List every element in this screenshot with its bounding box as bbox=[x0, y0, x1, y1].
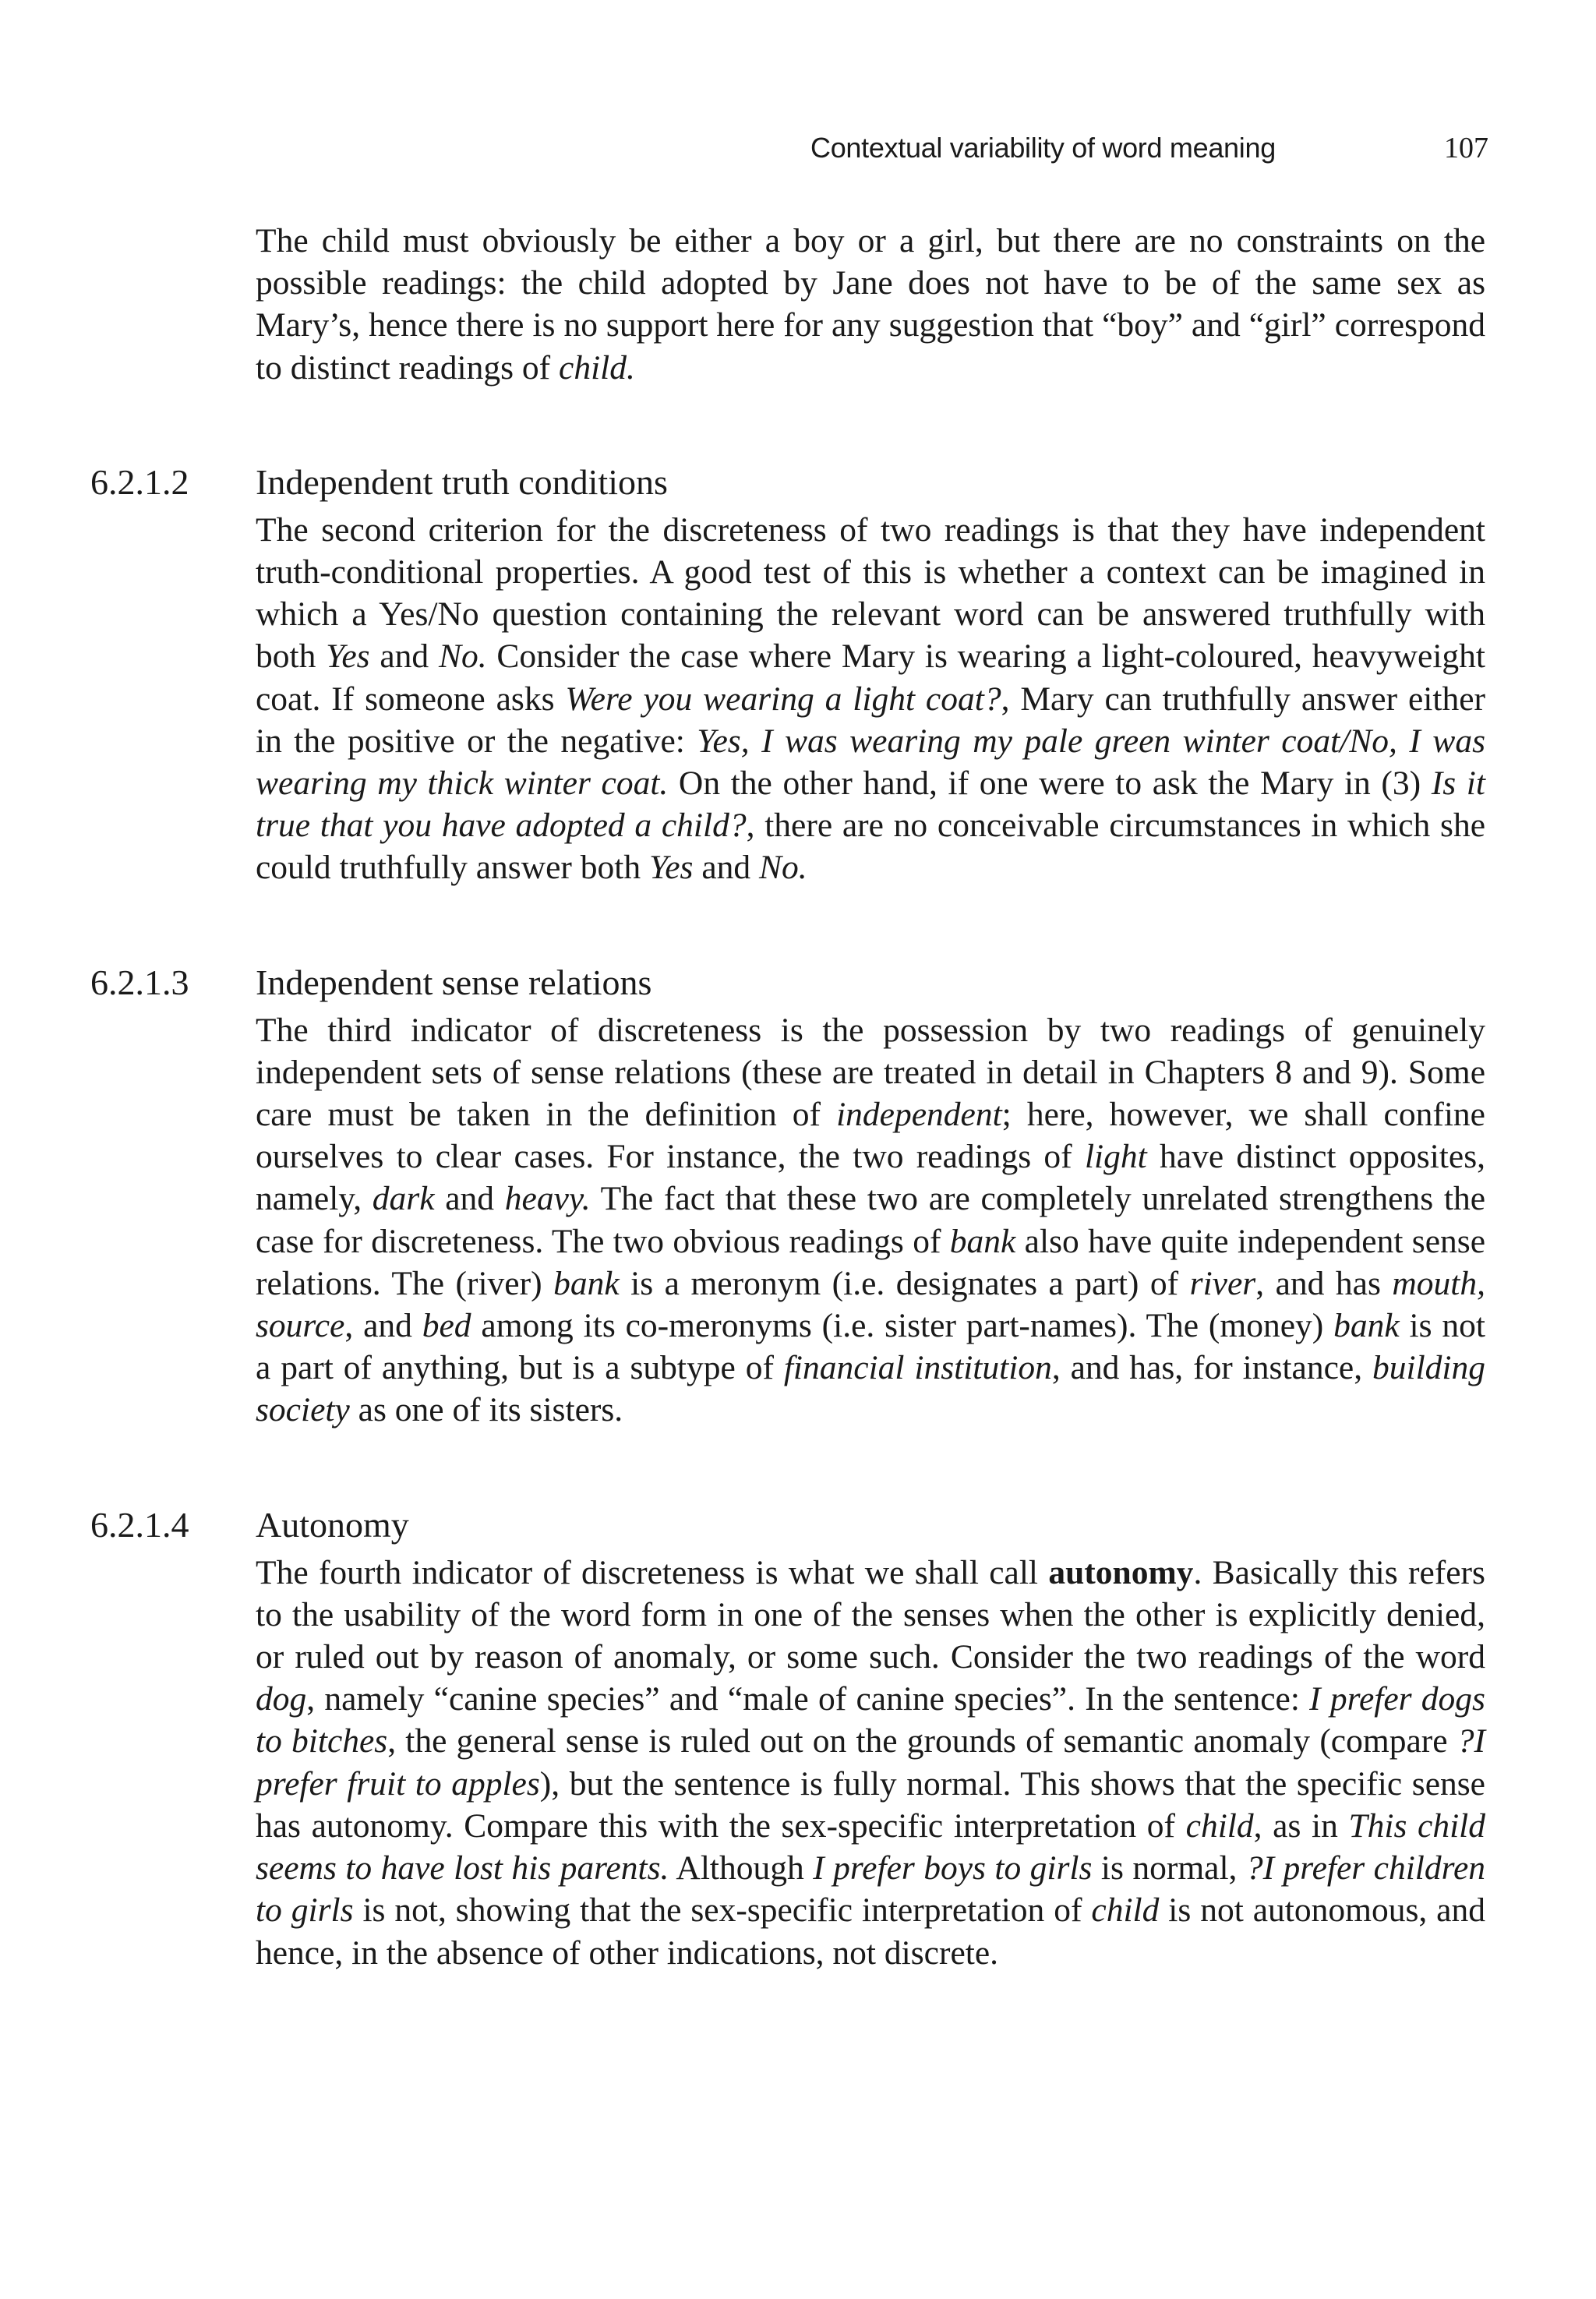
text-run: ), but the sentence is fully normal. This shows that the specific sense has autonomy. Compare this with the sex-specific interpretation of bbox=[256, 1764, 1485, 1845]
italic-text: Is it true that you have adopted a child? bbox=[256, 765, 1485, 845]
running-head bbox=[810, 131, 1488, 165]
text-run: Although bbox=[669, 1849, 814, 1888]
text-run: also have quite independent sense relations. The (river) bbox=[256, 1222, 1486, 1302]
text-run: , and bbox=[344, 1307, 422, 1345]
italic-text: bank bbox=[553, 1264, 620, 1302]
italic-text: heavy. bbox=[504, 1180, 591, 1218]
italic-text: independent bbox=[836, 1096, 1002, 1134]
italic-text: I prefer boys to girls bbox=[813, 1849, 1093, 1888]
section-title: Independent truth conditions bbox=[256, 461, 668, 502]
text-run: ; here, however, we shall confine ourselves to clear cases. For instance, the two readings of bbox=[256, 1096, 1485, 1176]
italic-text: bed bbox=[422, 1307, 471, 1345]
text-run: The fact that these two are completely unrelated strengthens the case for discreteness. The two obvious readings of bbox=[256, 1180, 1486, 1260]
italic-text: child bbox=[1091, 1891, 1160, 1930]
italic-text: No. bbox=[438, 637, 487, 676]
italic-text: dark bbox=[372, 1180, 435, 1218]
text-run: Consider the case where Mary is wearing a light-coloured, heavyweight coat. If someone asks bbox=[256, 637, 1485, 718]
italic-text: ?I prefer fruit to apples bbox=[256, 1722, 1485, 1803]
intro-paragraph bbox=[256, 220, 1485, 389]
section-truth-conditions bbox=[90, 461, 1486, 889]
italic-text: bank bbox=[1333, 1307, 1400, 1345]
italic-text: child bbox=[1185, 1806, 1254, 1845]
italic-text: dog bbox=[256, 1680, 307, 1718]
text-run: The second criterion for the discreteness of two readings is that they have independent truth-conditional properties. A good test of this is whether a context can be imagined in which a Yes/No question containing the relevant word can be answered truthfully with both bbox=[256, 510, 1485, 676]
text-run: and bbox=[369, 637, 439, 676]
text-run: , and has bbox=[1255, 1264, 1393, 1302]
section-heading bbox=[90, 961, 1485, 1005]
section-autonomy bbox=[90, 1503, 1486, 1974]
text-run: is not, showing that the sex-specific interpretation of bbox=[353, 1891, 1092, 1930]
text-run: among its co-meronyms (i.e. sister part-names). The (money) bbox=[471, 1307, 1334, 1345]
page-number: 107 bbox=[1444, 132, 1488, 164]
italic-text: Yes bbox=[326, 637, 370, 676]
section-paragraph bbox=[256, 1552, 1485, 1974]
text-run: have distinct opposites, namely, bbox=[256, 1138, 1485, 1218]
text-run: is a meronym (i.e. designates a part) of bbox=[619, 1264, 1190, 1302]
section-sense-relations bbox=[90, 961, 1486, 1432]
text-run: is normal, bbox=[1092, 1849, 1246, 1888]
italic-text: bank bbox=[949, 1222, 1016, 1260]
text-run: , as in bbox=[1253, 1806, 1349, 1845]
bold-term: autonomy bbox=[1048, 1553, 1194, 1591]
text-run: , Mary can truthfully answer either in the positive or the negative: bbox=[256, 680, 1486, 760]
text-run: , there are no conceivable circumstances in which she could truthfully answer both bbox=[256, 807, 1485, 887]
text-run: The fourth indicator of discreteness is what we shall call bbox=[256, 1553, 1049, 1591]
text-run: is not autonomous, and hence, in the absence of other indications, not discrete. bbox=[256, 1891, 1485, 1972]
section-title: Autonomy bbox=[256, 1504, 409, 1545]
section-heading bbox=[90, 461, 1485, 504]
section-heading bbox=[90, 1503, 1485, 1547]
page-body bbox=[90, 220, 1486, 1974]
text-run: The child must obviously be either a boy or a girl, but there are no constraints on the possible readings: the child adopted by Jane does not have to be of the same sex as Mary’s, hence there is no support here for any suggestion that “boy” and “girl” correspond to distinct readings of bbox=[256, 222, 1485, 387]
italic-text: This child seems to have lost his parents. bbox=[256, 1806, 1486, 1888]
section-number: 6.2.1.2 bbox=[90, 461, 189, 502]
text-run: is not a part of anything, but is a subtype of bbox=[256, 1307, 1485, 1387]
text-run: On the other hand, if one were to ask the Mary in (3) bbox=[668, 765, 1432, 803]
text-run: and bbox=[693, 849, 759, 887]
section-title: Independent sense relations bbox=[256, 962, 652, 1002]
running-head-title: Contextual variability of word meaning bbox=[810, 132, 1276, 164]
italic-text: No. bbox=[759, 849, 807, 887]
italic-text: child. bbox=[559, 348, 635, 387]
text-run: , and has, for instance, bbox=[1051, 1349, 1372, 1387]
italic-text: Yes bbox=[649, 849, 694, 887]
text-run: The third indicator of discreteness is the possession by two readings of genuinely independent sets of sense relations (these are treated in detail in Chapters 8 and 9). Some care must be taken in the definition of bbox=[256, 1011, 1485, 1134]
italic-text: financial institution bbox=[783, 1349, 1052, 1387]
section-paragraph bbox=[256, 1009, 1485, 1432]
italic-text: light bbox=[1084, 1138, 1147, 1176]
italic-text: river bbox=[1189, 1264, 1256, 1302]
section-number: 6.2.1.3 bbox=[90, 962, 189, 1002]
italic-text: mouth, source bbox=[256, 1264, 1486, 1345]
section-paragraph bbox=[256, 509, 1485, 889]
text-run: as one of its sisters. bbox=[349, 1391, 623, 1429]
italic-text: I prefer dogs to bitches bbox=[256, 1680, 1485, 1760]
text-run: and bbox=[434, 1180, 505, 1218]
text-run: , namely “canine species” and “male of canine species”. In the sentence: bbox=[306, 1680, 1310, 1718]
italic-text: Were you wearing a light coat? bbox=[565, 680, 1001, 718]
text-run: . Basically this refers to the usability of the word form in one of the senses when the other is explicitly denied, or ruled out by reason of anomaly, or some such. Consider the two readings of the word bbox=[256, 1553, 1485, 1676]
text-run: , the general sense is ruled out on the grounds of semantic anomaly (compare bbox=[387, 1722, 1457, 1760]
italic-text: ?I prefer children to girls bbox=[256, 1849, 1486, 1930]
italic-text: Yes, I was wearing my pale green winter coat/No, I was wearing my thick winter coat. bbox=[256, 722, 1485, 803]
section-number: 6.2.1.4 bbox=[90, 1504, 189, 1545]
italic-text: building society bbox=[256, 1349, 1485, 1429]
